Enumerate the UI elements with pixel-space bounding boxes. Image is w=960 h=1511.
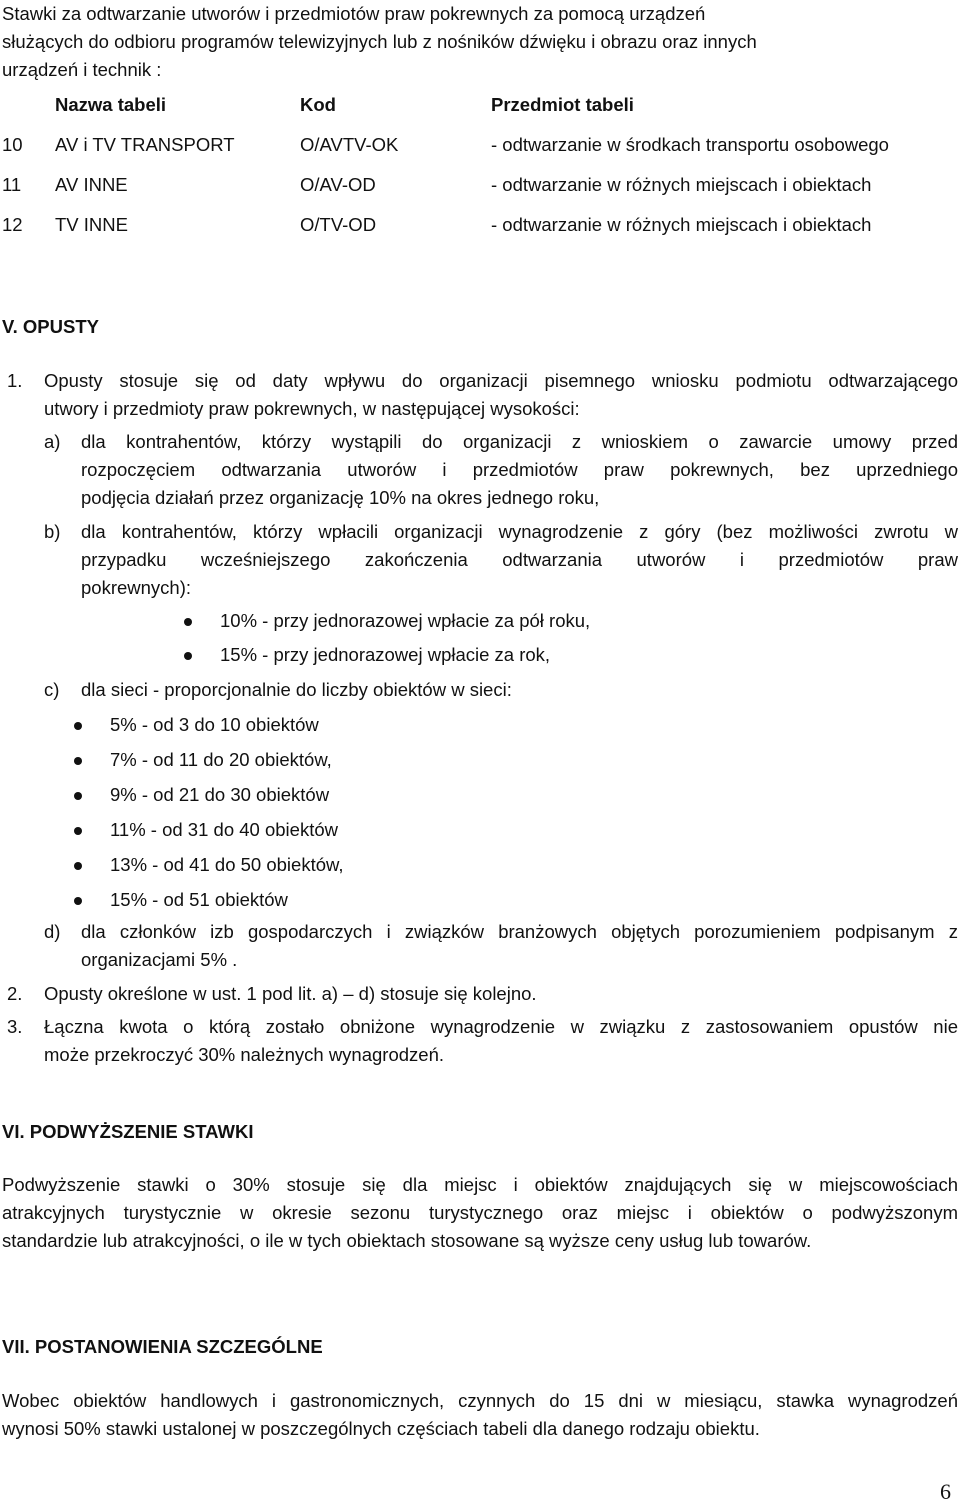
list-item: 11% - od 31 do 40 obiektów [110, 819, 338, 840]
item-a-line-3: podjęcia działań przez organizację 10% na okres jednego roku, [81, 487, 600, 508]
section-6-line-1: Podwyższenie stawki o 30% stosuje się dla miejsc i obiektów znajdujących się w miejscowościach [2, 1174, 958, 1195]
table-header-name: Nazwa tabeli [55, 94, 167, 115]
table-header-code: Kod [300, 94, 336, 115]
table-header-subject: Przedmiot tabeli [491, 94, 634, 115]
section-7-line-2: wynosi 50% stawki ustalonej w poszczególnych częściach tabeli dla danego rodzaju obiektu. [2, 1418, 760, 1439]
paragraph-3 [44, 1013, 958, 1069]
section-7-line-1: Wobec obiektów handlowych i gastronomicznych, czynnych do 15 dni w miesiącu, stawka wynagrodzeń [2, 1390, 958, 1411]
intro-text [2, 0, 960, 84]
item-b-line-1: dla kontrahentów, którzy wpłacili organizacji wynagrodzenie z góry (bez możliwości zwrotu w [81, 521, 958, 542]
item-a-text [81, 428, 958, 512]
page-number: 6 [940, 1479, 951, 1504]
table-row-code: O/AVTV-OK [300, 134, 399, 155]
item-d-text [81, 918, 958, 974]
paragraph-3-number: 3. [7, 1016, 23, 1037]
table-row-number: 10 [2, 134, 23, 155]
paragraph-1 [44, 367, 958, 423]
bullet-icon [74, 897, 82, 905]
table-row-subject: - odtwarzanie w różnych miejscach i obiektach [491, 174, 872, 195]
paragraph-2: Opusty określone w ust. 1 pod lit. a) – d) stosuje się kolejno. [44, 983, 537, 1004]
item-a-line-2: rozpoczęciem odtwarzania utworów i przedmiotów praw pokrewnych, bez uprzedniego [81, 459, 958, 480]
list-item: 5% - od 3 do 10 obiektów [110, 714, 319, 735]
item-b-line-3: pokrewnych): [81, 577, 192, 598]
item-d-line-2: organizacjami 5% . [81, 949, 238, 970]
table-row-subject: - odtwarzanie w różnych miejscach i obiektach [491, 214, 872, 235]
list-item: 15% - przy jednorazowej wpłacie za rok, [220, 644, 551, 665]
table-row-subject: - odtwarzanie w środkach transportu osobowego [491, 134, 889, 155]
section-7-text [2, 1387, 958, 1443]
paragraph-3-line-1: Łączna kwota o którą zostało obniżone wynagrodzenie w związku z zastosowaniem opustów nie [44, 1016, 958, 1037]
bullet-icon [184, 652, 192, 660]
intro-line-3: urządzeń i technik : [2, 59, 162, 80]
table-row-name: AV INNE [55, 174, 128, 195]
item-a-label: a) [44, 431, 61, 452]
paragraph-1-line-2: utwory i przedmioty praw pokrewnych, w następującej wysokości: [44, 398, 580, 419]
table-row-code: O/TV-OD [300, 214, 377, 235]
section-6-text [2, 1171, 958, 1255]
section-6-line-3: standardzie lub atrakcyjności, o ile w tych obiektach stosowane są wyższe ceny usług lub towarów. [2, 1230, 812, 1251]
table-row-code: O/AV-OD [300, 174, 376, 195]
list-item: 15% - od 51 obiektów [110, 889, 288, 910]
list-item: 10% - przy jednorazowej wpłacie za pół roku, [220, 610, 591, 631]
list-item: 9% - od 21 do 30 obiektów [110, 784, 330, 805]
bullet-icon [74, 792, 82, 800]
item-b-line-2: przypadku wcześniejszego zakończenia odtwarzania utworów i przedmiotów praw [81, 549, 958, 570]
bullet-icon [184, 618, 192, 626]
item-d-label: d) [44, 921, 61, 942]
bullet-icon [74, 862, 82, 870]
list-item: 7% - od 11 do 20 obiektów, [110, 749, 332, 770]
item-d-line-1: dla członków izb gospodarczych i związków branżowych objętych porozumieniem podpisanym z [81, 921, 958, 942]
bullet-icon [74, 827, 82, 835]
list-item: 13% - od 41 do 50 obiektów, [110, 854, 344, 875]
intro-line-1: Stawki za odtwarzanie utworów i przedmiotów praw pokrewnych za pomocą urządzeń [2, 3, 706, 24]
section-7-heading: VII. POSTANOWIENIA SZCZEGÓLNE [2, 1336, 323, 1357]
item-b-text [81, 518, 958, 602]
item-c-text: dla sieci - proporcjonalnie do liczby obiektów w sieci: [81, 679, 512, 700]
paragraph-3-line-2: może przekroczyć 30% należnych wynagrodzeń. [44, 1044, 444, 1065]
section-6-heading: VI. PODWYŻSZENIE STAWKI [2, 1121, 254, 1142]
bullet-icon [74, 722, 82, 730]
section-6-line-2: atrakcyjnych turystycznie w okresie sezonu turystycznego oraz miejsc i obiektów o podwyższonym [2, 1202, 958, 1223]
paragraph-1-number: 1. [7, 370, 23, 391]
table-row-name: TV INNE [55, 214, 128, 235]
intro-line-2: służących do odbioru programów telewizyjnych lub z nośników dźwięku i obrazu oraz innych [2, 31, 757, 52]
table-row-name: AV i TV TRANSPORT [55, 134, 235, 155]
section-5-heading: V. OPUSTY [2, 316, 99, 337]
bullet-icon [74, 757, 82, 765]
item-a-line-1: dla kontrahentów, którzy wystąpili do organizacji z wnioskiem o zawarcie umowy przed [81, 431, 958, 452]
paragraph-2-number: 2. [7, 983, 23, 1004]
item-c-label: c) [44, 679, 60, 700]
paragraph-1-line-1: Opusty stosuje się od daty wpływu do organizacji pisemnego wniosku podmiotu odtwarzającego [44, 370, 958, 391]
table-row-number: 12 [2, 214, 23, 235]
item-b-label: b) [44, 521, 61, 542]
table-row-number: 11 [2, 174, 22, 195]
